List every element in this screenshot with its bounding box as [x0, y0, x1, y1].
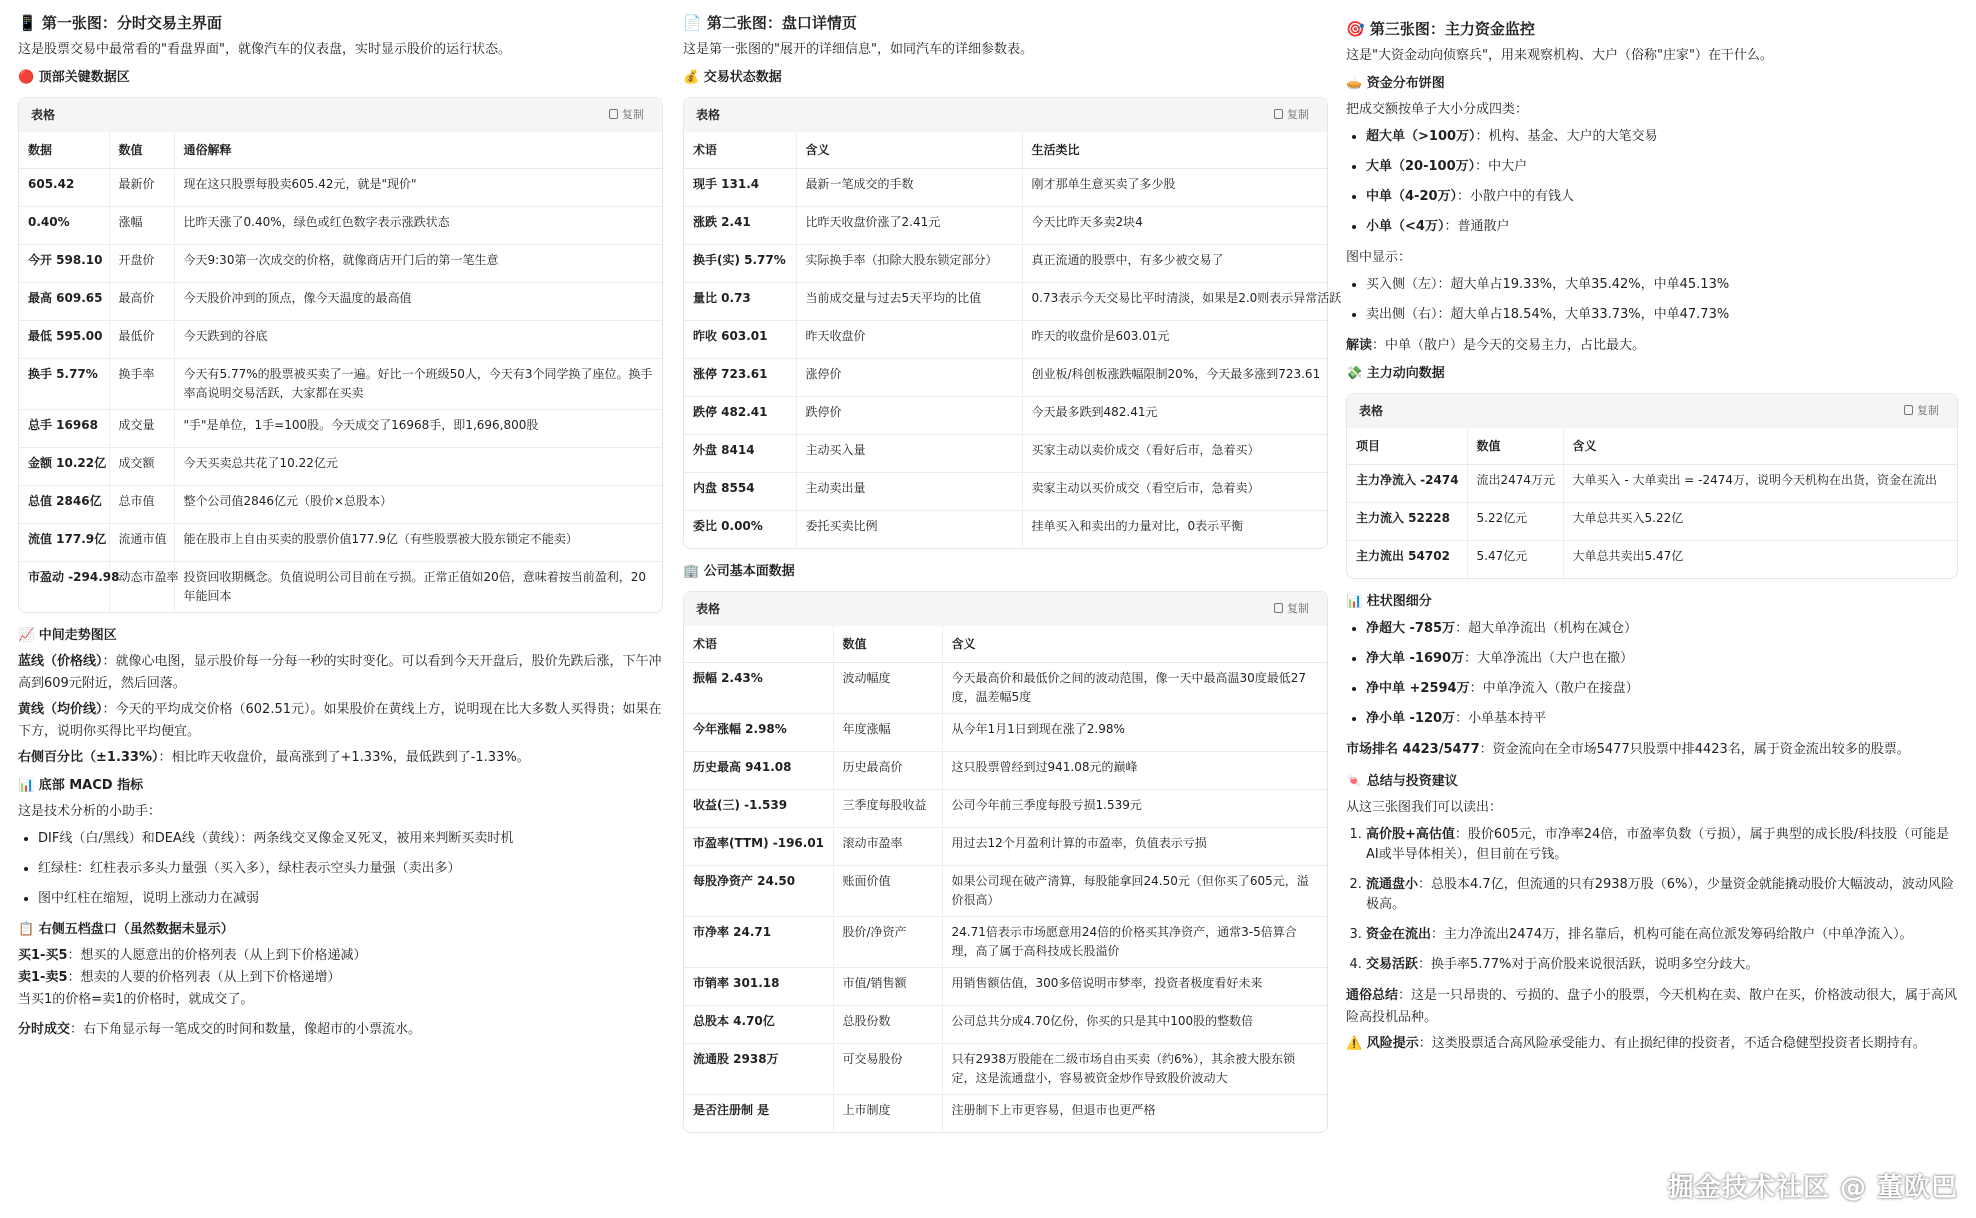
th: 术语: [684, 132, 796, 168]
table-cell: 滚动市盈率: [833, 827, 942, 865]
table-cell: 委比 0.00%: [693, 518, 763, 533]
trade-status-table: [684, 132, 1342, 548]
table-cell: 创业板/科创板涨跌幅限制20%，今天最多涨到723.61: [1022, 358, 1327, 396]
desc: ：中大户: [1475, 159, 1528, 174]
table-row: [684, 751, 1327, 789]
table-cell: 跌停 482.41: [684, 396, 796, 434]
term: 交易活跃: [1366, 957, 1419, 972]
table-cell: 主力流入 52228: [1347, 502, 1467, 540]
table-trade-status: [683, 97, 1342, 549]
table-cell: 用过去12个月盈利计算的市盈率，负值表示亏损: [942, 827, 1327, 865]
table-row: [684, 1094, 1327, 1132]
table-cell: 24.71倍表示市场愿意用24倍的价格买其净资产，通常3-5倍算合理，高了属于高科技成长股溢价: [942, 916, 1327, 967]
table-cell: 比昨天涨了0.40%，绿色或红色数字表示涨跌状态: [174, 206, 662, 244]
desc: ：想买的人愿意出的价格列表（从上到下价格递减）: [67, 947, 367, 963]
table-row: [684, 1005, 1327, 1043]
table-cell: 总手 16968: [19, 409, 109, 447]
table-cell: 市值/销售额: [833, 967, 942, 1005]
desc: ：股价605元，市净率24倍，市盈率负数（亏损），属于典型的成长股/科技股（可能是AI或半导体相关），但目前在亏钱。: [1366, 827, 1950, 862]
table-cell: 流通股 2938万: [684, 1043, 833, 1094]
table-row: [19, 358, 662, 409]
table-cell: 605.42: [19, 168, 109, 206]
section-title-1: 📱 第一张图：分时交易主界面: [18, 14, 222, 32]
column-quote-detail: [683, 0, 1342, 1218]
table-row: [19, 409, 662, 447]
table-label: 表格: [1359, 404, 1384, 418]
watermark: 掘金技术社区 @ 董欧巴: [1667, 1173, 1958, 1203]
table-cell: 是否注册制 是: [693, 1102, 770, 1117]
desc: ：右下角显示每一笔成交的时间和数量，像超市的小票流水。: [70, 1021, 422, 1037]
para-blue-line: [18, 651, 663, 695]
table-row: [684, 168, 1327, 206]
table-cell: 昨天的收盘价是603.01元: [1022, 320, 1327, 358]
table-cell: 公司总共分成4.70亿份，你买的只是其中100股的整数倍: [942, 1005, 1327, 1043]
table-row: [684, 434, 1327, 472]
desc: ：小单基本持平: [1455, 711, 1547, 726]
th: 含义: [796, 132, 1022, 168]
desc: ：资金流向在全市场5477只股票中排4423名，属于资金流出较多的股票。: [1479, 742, 1910, 757]
table-cell: 买家主动以卖价成交（看好后市，急着买）: [1022, 434, 1327, 472]
table-cell: 实际换手率（扣除大股东锁定部分）: [796, 244, 1022, 282]
table-row: [684, 789, 1327, 827]
list-item: • 买入侧（左）：超大单占19.33%，大单35.42%，中单45.13%: [1366, 275, 1958, 295]
heading-main-flow: 💸 主力动向数据: [1346, 366, 1445, 381]
table-row: [19, 168, 662, 206]
table-cell: 最低价: [109, 320, 174, 358]
macd-intro: 这是技术分析的小助手：: [18, 803, 162, 819]
table-label: 表格: [31, 108, 56, 122]
copy-icon: [1274, 109, 1283, 119]
table-cell: 最低 595.00: [19, 320, 109, 358]
table-cell: 历史最高价: [833, 751, 942, 789]
table-cell: 今天股价冲到的顶点，像今天温度的最高值: [174, 282, 662, 320]
table-cell: 今年涨幅 2.98%: [684, 713, 833, 751]
copy-button[interactable]: [1904, 394, 1939, 428]
term: 卖1-卖5: [18, 969, 68, 985]
list-item: [1366, 619, 1958, 639]
intro-3: 这是"大资金动向侦察兵"，用来观察机构、大户（俗称"庄家"）在干什么。: [1346, 48, 1773, 63]
table-row: [1347, 540, 1957, 578]
table-row: [684, 358, 1327, 396]
table-cell: 能在股市上自由买卖的股票价值177.9亿（有些股票被大股东锁定不能卖）: [174, 523, 662, 561]
copy-label: 复制: [1917, 404, 1939, 417]
table-toolbar: [684, 98, 1327, 132]
table-cell: 真正流通的股票中，有多少被交易了: [1022, 244, 1327, 282]
table-cell: 动态市盈率: [109, 561, 174, 612]
th: 含义: [1563, 428, 1957, 464]
table-cell: 三季度每股收益: [833, 789, 942, 827]
table-cell: 外盘 8414: [684, 434, 796, 472]
th: 项目: [1347, 428, 1467, 464]
term: 买1-买5: [18, 947, 68, 963]
table-cell: 总市值: [109, 485, 174, 523]
term: 解读: [1346, 338, 1373, 353]
th: 数值: [1467, 428, 1563, 464]
heading-trend: 📈 中间走势图区: [18, 627, 117, 643]
table-row: [19, 282, 662, 320]
table-cell: 历史最高 941.08: [684, 751, 833, 789]
table-cell: 流通市值: [109, 523, 174, 561]
table-label: 表格: [696, 108, 721, 122]
intro-2: 这是第一张图的"展开的详细信息"，如同汽车的详细参数表。: [683, 42, 1033, 57]
heading-order-book: 📋 右侧五档盘口（虽然数据未显示）: [18, 921, 234, 937]
table-cell: 最高 609.65: [19, 282, 109, 320]
table-cell: 涨幅: [109, 206, 174, 244]
table-row: [684, 282, 1327, 320]
table-cell: 上市制度: [833, 1094, 942, 1132]
list-item: [1366, 649, 1958, 669]
table-row: [684, 713, 1327, 751]
table-row: [19, 244, 662, 282]
table-cell: 最新价: [109, 168, 174, 206]
desc: ：今天的平均成交价格（602.51元）。如果股价在黄线上方，说明现在比大多数人买得贵；如果在下方，说明你买得比平均便宜。: [18, 701, 662, 739]
table-cell: 市净率 24.71: [684, 916, 833, 967]
table-cell: 挂单买入和卖出的力量对比，0表示平衡: [1022, 510, 1327, 548]
copy-button[interactable]: [609, 98, 644, 132]
table-row: [19, 206, 662, 244]
copy-label: 复制: [622, 108, 644, 121]
table-header-row: [684, 132, 1327, 168]
list-item: [1366, 925, 1958, 945]
table-row: [684, 662, 1327, 713]
table-row: [684, 865, 1327, 916]
table-row: [19, 320, 662, 358]
table-cell: 今天比昨天多卖2块4: [1022, 206, 1327, 244]
table-cell: 换手(实) 5.77%: [684, 244, 796, 282]
intro-1: 这是股票交易中最常看的"看盘界面"，就像汽车的仪表盘，实时显示股价的运行状态。: [18, 42, 511, 57]
buy-levels: [18, 945, 663, 967]
table-cell: 股价/净资产: [833, 916, 942, 967]
copy-icon: [1904, 405, 1913, 415]
table-cell: 公司今年前三季度每股亏损1.539元: [942, 789, 1327, 827]
conclusion: [1346, 985, 1958, 1029]
table-cell: 收益(三) -1.539: [684, 789, 833, 827]
deal-rule: 当买1的价格=卖1的价格时，就成交了。: [18, 991, 254, 1007]
table-cell: 主动卖出量: [796, 472, 1022, 510]
sides-list: [1366, 275, 1958, 325]
table-cell: 用销售额估值，300多倍说明市梦率，投资者极度看好未来: [942, 967, 1327, 1005]
table-cell: 涨停价: [796, 358, 1022, 396]
table-cell: 流值 177.9亿: [19, 523, 109, 561]
table-key-data: [18, 97, 663, 613]
table-cell: 市销率 301.18: [684, 967, 833, 1005]
table-cell: 最高价: [109, 282, 174, 320]
desc: ：中单（散户）是今天的交易主力，占比最大。: [1372, 338, 1646, 353]
summary-intro: 从这三张图我们可以读出：: [1346, 800, 1503, 815]
table-cell: 5.22亿元: [1467, 502, 1563, 540]
list-item: • 红绿柱：红柱表示多头力量强（买入多），绿柱表示空头力量强（卖出多）: [38, 859, 663, 879]
desc: ：总股本4.7亿，但流通的只有2938万股（6%），少量资金就能撬动股价大幅波动，波动风险极高。: [1366, 877, 1954, 912]
split-intro: 把成交额按单子大小分成四类：: [1346, 102, 1529, 117]
copy-icon: [1274, 603, 1283, 613]
term: 中单（4-20万）: [1366, 189, 1458, 204]
desc: ：超大单净流出（机构在减仓）: [1455, 621, 1638, 636]
bars-list: [1366, 619, 1958, 729]
table-cell: 成交量: [109, 409, 174, 447]
para-yellow-line: [18, 699, 663, 743]
table-toolbar: [19, 98, 662, 132]
table-row: [684, 396, 1327, 434]
desc: ：中单净流入（散户在接盘）: [1469, 681, 1639, 696]
desc: ：机构、基金、大户的大笔交易: [1475, 129, 1658, 144]
heading-summary: 🍬 总结与投资建议: [1346, 774, 1458, 789]
th: 数值: [109, 132, 174, 168]
table-cell: 总股份数: [833, 1005, 942, 1043]
table-cell: 涨停 723.61: [684, 358, 796, 396]
th: 通俗解释: [174, 132, 662, 168]
copy-button[interactable]: [1274, 98, 1309, 132]
term: 超大单（>100万）: [1366, 129, 1476, 144]
copy-label: 复制: [1287, 602, 1309, 615]
column-capital-flow: [1346, 0, 1958, 1218]
table-cell: 换手 5.77%: [19, 358, 109, 409]
list-item: • 图中红柱在缩短，说明上涨动力在减弱: [38, 889, 663, 909]
table-row: [684, 320, 1327, 358]
risk-note: [1346, 1033, 1958, 1055]
table-cell: 投资回收期概念。负值说明公司目前在亏损。正常正值如20倍，意味着按当前盈利，20年能回本: [174, 561, 662, 612]
term: 蓝线（价格线）: [18, 653, 103, 669]
table-cell: 注册制下上市更容易，但退市也更严格: [942, 1094, 1327, 1132]
list-item: • DIF线（白/黑线）和DEA线（黄线）：两条线交叉像金叉死叉，被用来判断买卖时机: [38, 829, 663, 849]
table-cell: 今天9:30第一次成交的价格，就像商店开门后的第一笔生意: [174, 244, 662, 282]
th: 生活类比: [1022, 132, 1327, 168]
table-fundamentals: [683, 591, 1328, 1133]
term: 高价股+高估值: [1366, 827, 1455, 842]
table-cell: 大单总共卖出5.47亿: [1563, 540, 1957, 578]
term: 大单（20-100万）: [1366, 159, 1476, 174]
table-cell: 如果公司现在破产清算，每股能拿回24.50元（但你买了605元，溢价很高）: [942, 865, 1327, 916]
order-size-list: [1366, 127, 1958, 237]
table-label: 表格: [696, 602, 721, 616]
table-cell: 账面价值: [833, 865, 942, 916]
copy-label: 复制: [1287, 108, 1309, 121]
list-item: [1366, 875, 1958, 915]
heading-bars: 📊 柱状图细分: [1346, 594, 1432, 609]
table-cell: 这只股票曾经到过941.08元的巅峰: [942, 751, 1327, 789]
table-cell: 0.73表示今天交易比平时清淡，如果是2.0则表示异常活跃: [1022, 282, 1327, 320]
section-title-2: 📄 第二张图：盘口详情页: [683, 14, 857, 32]
table-cell: 从今年1月1日到现在涨了2.98%: [942, 713, 1327, 751]
table-cell: 量比 0.73: [684, 282, 796, 320]
table-cell: 市盈动 -294.98: [28, 569, 120, 584]
term: 流通盘小: [1366, 877, 1419, 892]
table-cell: 比昨天收盘价涨了2.41元: [796, 206, 1022, 244]
heading-fundamentals: 🏢 公司基本面数据: [683, 564, 795, 579]
heading-pie: 🥧 资金分布饼图: [1346, 76, 1445, 91]
th: 含义: [942, 626, 1327, 662]
table-row: [19, 485, 662, 523]
list-item: [1366, 157, 1958, 177]
list-item: [1366, 187, 1958, 207]
table-cell: 流出2474万元: [1467, 464, 1563, 502]
desc: ：这是一只昂贵的、亏损的、盘子小的股票，今天机构在卖、散户在买，价格波动很大，属于高风险高投机品种。: [1346, 988, 1958, 1025]
table-cell: 今天买卖总共花了10.22亿元: [174, 447, 662, 485]
table-row: [684, 206, 1327, 244]
th: 数据: [19, 132, 109, 168]
market-rank: [1346, 739, 1958, 761]
list-item: [1366, 709, 1958, 729]
desc: ：小散户中的有钱人: [1457, 189, 1575, 204]
table-cell: 只有2938万股能在二级市场自由买卖（约6%），其余被大股东锁定，这是流通盘小，容易被资金炒作导致股价波动大: [942, 1043, 1327, 1094]
table-cell: 开盘价: [109, 244, 174, 282]
heading-trade-status: 💰 交易状态数据: [683, 70, 782, 85]
table-row: [684, 827, 1327, 865]
interpretation: [1346, 335, 1958, 357]
table-cell: 5.47亿元: [1467, 540, 1563, 578]
table-cell: 今天最高价和最低价之间的波动范围，像一天中最高温30度最低27度，温差幅5度: [942, 662, 1327, 713]
table-cell: 现手 131.4: [684, 168, 796, 206]
table-cell: 内盘 8554: [684, 472, 796, 510]
table-cell: 主动买入量: [796, 434, 1022, 472]
desc: ：主力净流出2474万，排名靠后，机构可能在高位派发筹码给散户（中单净流入）。: [1431, 927, 1913, 942]
table-cell: 大单买入 - 大单卖出 = -2474万，说明今天机构在出货，资金在流出: [1563, 464, 1957, 502]
table-cell: 总股本 4.70亿: [684, 1005, 833, 1043]
table-main-flow: [1346, 393, 1958, 579]
table-cell: "手"是单位，1手=100股。今天成交了16968手，即1,696,800股: [174, 409, 662, 447]
desc: ：就像心电图，显示股价每一分每一秒的实时变化。可以看到今天开盘后，股价先跌后涨，下午冲高到609元附近，然后回落。: [18, 653, 662, 691]
list-item: [1366, 217, 1958, 237]
macd-list: [38, 829, 663, 909]
term: 黄线（均价线）: [18, 701, 103, 717]
table-header-row: [684, 626, 1327, 662]
heading-macd: 📊 底部 MACD 指标: [18, 777, 144, 793]
table-cell: 昨收 603.01: [684, 320, 796, 358]
table-cell: 成交额: [109, 447, 174, 485]
th: 术语: [684, 626, 833, 662]
table-cell: 年度涨幅: [833, 713, 942, 751]
table-cell: 今天跌到的谷底: [174, 320, 662, 358]
list-item: [1366, 825, 1958, 865]
table-cell: 今开 598.10: [19, 244, 109, 282]
list-item: • 卖出侧（右）：超大单占18.54%，大单33.73%，中单47.73%: [1366, 305, 1958, 325]
list-item: [1366, 679, 1958, 699]
table-cell: 波动幅度: [833, 662, 942, 713]
table-header-row: [1347, 428, 1957, 464]
term: 市场排名 4423/5477: [1346, 742, 1480, 757]
list-item: [1366, 127, 1958, 147]
table-row: [684, 967, 1327, 1005]
desc: ：普通散户: [1444, 219, 1510, 234]
table-row: [1347, 502, 1957, 540]
table-cell: 0.40%: [19, 206, 109, 244]
table-cell: 现在这只股票每股卖605.42元，就是"现价": [174, 168, 662, 206]
list-item: [1366, 955, 1958, 975]
desc: ：这类股票适合高风险承受能力、有止损纪律的投资者，不适合稳健型投资者长期持有。: [1418, 1036, 1926, 1051]
term: 小单（<4万）: [1366, 219, 1445, 234]
table-cell: 整个公司值2846亿元（股价×总股本）: [174, 485, 662, 523]
table-cell: 委托买卖比例: [796, 510, 1022, 548]
table-cell: 今天最多跌到482.41元: [1022, 396, 1327, 434]
column-intraday: [18, 0, 663, 1218]
table-toolbar: [1347, 394, 1957, 428]
main-flow-table: [1347, 428, 1957, 578]
th: 数值: [833, 626, 942, 662]
term: 资金在流出: [1366, 927, 1432, 942]
table-cell: 金额 10.22亿: [19, 447, 109, 485]
table-row: [684, 1043, 1327, 1094]
table-cell: 主力净流入 -2474: [1347, 464, 1467, 502]
term: 净中单 +2594万: [1366, 681, 1470, 696]
table-cell: 市盈率(TTM) -196.01: [684, 827, 833, 865]
table-cell: 最新一笔成交的手数: [796, 168, 1022, 206]
table-cell: 昨天收盘价: [796, 320, 1022, 358]
desc: ：换手率5.77%对于高价股来说很活跃，说明多空分歧大。: [1418, 957, 1759, 972]
table-cell: 当前成交量与过去5天平均的比值: [796, 282, 1022, 320]
table-cell: 卖家主动以买价成交（看空后市，急着卖）: [1022, 472, 1327, 510]
table-cell: 换手率: [109, 358, 174, 409]
table-cell: 大单总共买入5.22亿: [1563, 502, 1957, 540]
table-header-row: [19, 132, 662, 168]
para-percent: [18, 747, 663, 769]
table-cell: 可交易股份: [833, 1043, 942, 1094]
table-cell: 刚才那单生意买卖了多少股: [1022, 168, 1327, 206]
term: 净大单 -1690万: [1366, 651, 1465, 666]
table-cell: 主力流出 54702: [1356, 548, 1450, 563]
table-row: [19, 447, 662, 485]
table-cell: 总值 2846亿: [19, 485, 109, 523]
table-row: [684, 244, 1327, 282]
term: 净小单 -120万: [1366, 711, 1456, 726]
term: 净超大 -785万: [1366, 621, 1456, 636]
copy-icon: [609, 109, 618, 119]
desc: ：想卖的人要的价格列表（从上到下价格递增）: [67, 969, 341, 985]
table-row: [19, 523, 662, 561]
tick-trades: [18, 1019, 663, 1041]
heading-top-data: 🔴 顶部关键数据区: [18, 70, 130, 85]
fundamentals-table: [684, 626, 1327, 1132]
table-cell: 今天有5.77%的股票被买卖了一遍。好比一个班级50人，今天有3个同学换了座位。换手率高说明交易活跃，大家都在买卖: [174, 358, 662, 409]
table-cell: 每股净资产 24.50: [684, 865, 833, 916]
table-row: [684, 916, 1327, 967]
copy-button[interactable]: [1274, 592, 1309, 626]
term: 通俗总结: [1346, 988, 1399, 1003]
key-data-table: [19, 132, 662, 612]
table-cell: 振幅 2.43%: [684, 662, 833, 713]
table-row: [19, 561, 662, 612]
desc: ：大单净流出（大户也在撤）: [1464, 651, 1634, 666]
term: ⚠️ 风险提示: [1346, 1036, 1419, 1051]
table-toolbar: [684, 592, 1327, 626]
chart-show: 图中显示：: [1346, 250, 1412, 265]
sell-levels: [18, 967, 663, 989]
table-row: [684, 510, 1327, 548]
summary-list: [1366, 825, 1958, 975]
term: 右侧百分比（±1.33%）: [18, 749, 159, 765]
desc: ：相比昨天收盘价，最高涨到了+1.33%，最低跌到了-1.33%。: [158, 749, 530, 765]
term: 分时成交: [18, 1021, 71, 1037]
table-cell: 涨跌 2.41: [684, 206, 796, 244]
table-row: [1347, 464, 1957, 502]
section-title-3: 🎯 第三张图：主力资金监控: [1346, 20, 1535, 38]
table-cell: 跌停价: [796, 396, 1022, 434]
table-row: [684, 472, 1327, 510]
